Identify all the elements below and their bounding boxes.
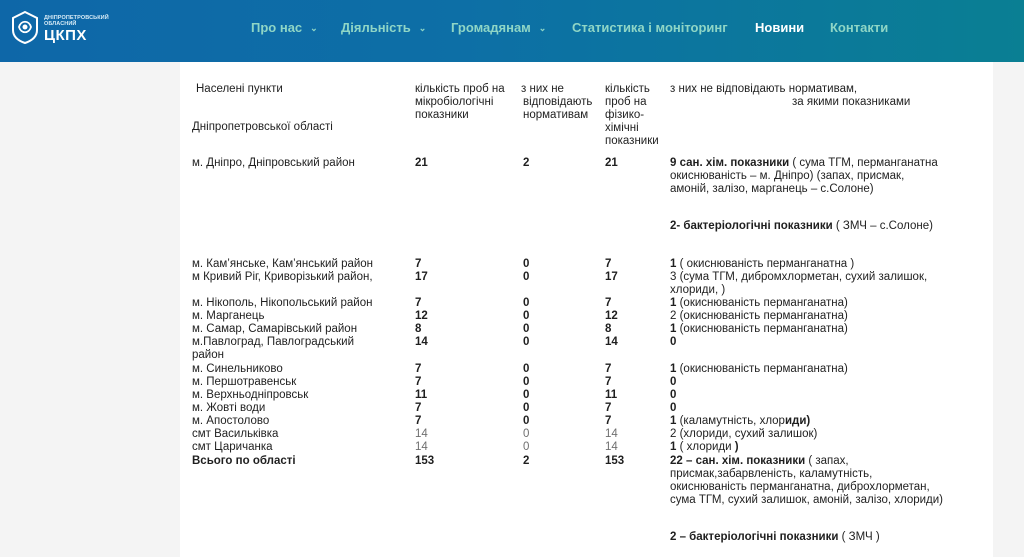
- row-detail-bold: 0: [670, 402, 677, 414]
- row-micro-bad: 0: [523, 441, 530, 453]
- row-detail-bold: 1: [670, 297, 677, 309]
- row-micro-bad: 0: [523, 310, 530, 322]
- row-micro: 11: [415, 389, 428, 401]
- row-micro: 14: [415, 441, 428, 453]
- row-detail-line: амоній, залізо, марганець – с.Солоне): [670, 183, 874, 195]
- nav-item-label: Контакти: [830, 20, 889, 35]
- row-name: смт Васильківка: [192, 428, 279, 440]
- nav-item-label: Громадянам: [451, 20, 531, 35]
- row-detail-bold: иди): [784, 415, 811, 427]
- row-detail-bold: 1: [670, 363, 677, 375]
- row-detail-bold: 1: [670, 441, 677, 453]
- header-chem-line: кількість: [605, 83, 650, 95]
- total-detail: [670, 531, 880, 544]
- row-name: м. Нікополь, Нікопольський район: [192, 297, 373, 309]
- article-content: [180, 62, 993, 557]
- row-name: м. Дніпро, Дніпровський район: [192, 157, 355, 169]
- row-detail: [670, 415, 810, 428]
- total-detail-text: ( ЗМЧ ): [838, 531, 880, 543]
- row-detail-line: окиснюваність – м. Дніпро) (запах, присмак,: [670, 170, 905, 182]
- row-micro: 14: [415, 336, 428, 348]
- total-detail: [670, 455, 849, 468]
- header-micro-bad-line: відповідають: [523, 96, 593, 108]
- row-micro-bad: 0: [523, 376, 530, 388]
- row-detail-text: ( ЗМЧ – с.Солоне): [832, 220, 933, 232]
- nav-item-label: Діяльність: [341, 20, 411, 35]
- row-micro-bad: 0: [523, 323, 530, 335]
- row-detail-text: ( хлориди: [676, 441, 735, 453]
- row-detail-text: (окиснюваність перманганатна): [676, 323, 848, 335]
- row-detail-bold: ): [734, 441, 739, 453]
- row-micro-bad: 0: [523, 389, 530, 401]
- nav-item-label: Новини: [755, 20, 805, 35]
- header-chem-line: показники: [605, 135, 659, 147]
- row-detail-bold: 9 сан. хім. показники: [670, 157, 790, 169]
- row-detail: [670, 258, 854, 271]
- row-micro: 12: [415, 310, 428, 322]
- header-details-line: з них не відповідають нормативам,: [670, 83, 858, 95]
- row-micro: 7: [415, 415, 422, 427]
- chevron-down-icon: ⌄: [538, 23, 547, 33]
- row-micro-bad: 0: [523, 402, 530, 414]
- row-chem: 14: [605, 336, 618, 348]
- logo-subtitle-line: ОБЛАСНИЙ: [44, 21, 77, 27]
- row-detail-bold: 2- бактеріологічні показники: [670, 220, 833, 232]
- row-detail: [670, 220, 933, 233]
- row-micro-bad: 0: [523, 258, 530, 270]
- logo-title: ЦКПХ: [44, 27, 87, 44]
- row-chem: 7: [605, 258, 612, 270]
- nav-item-activity[interactable]: [341, 20, 426, 35]
- header-micro-line: мікробіологічні: [415, 96, 494, 108]
- row-detail-bold: 1: [670, 323, 677, 335]
- row-micro: 17: [415, 271, 428, 283]
- row-name: м. Першотравенськ: [192, 376, 297, 388]
- row-detail-bold: 1: [670, 415, 677, 427]
- row-name: м. Синельниково: [192, 363, 283, 375]
- row-detail: [670, 157, 938, 170]
- row-name: м. Жовті води: [192, 402, 266, 414]
- header-micro-bad-line: з них не: [521, 83, 564, 95]
- header-region: Дніпропетровської області: [192, 121, 333, 133]
- row-chem: 7: [605, 363, 612, 375]
- row-micro: 21: [415, 157, 428, 169]
- nav-item-about[interactable]: [251, 20, 318, 35]
- row-micro-bad: 0: [523, 271, 530, 283]
- row-chem: 7: [605, 376, 612, 388]
- row-name: м. Самар, Самарівський район: [192, 323, 358, 335]
- site-header: [0, 0, 1024, 62]
- row-detail-line: хлориди, ): [670, 284, 726, 296]
- row-chem: 21: [605, 157, 618, 169]
- chevron-down-icon: ⌄: [418, 23, 427, 33]
- row-chem: 14: [605, 428, 618, 440]
- row-chem: 12: [605, 310, 618, 322]
- row-chem: 7: [605, 297, 612, 309]
- chevron-down-icon: ⌄: [310, 23, 318, 33]
- row-name-line: район: [192, 349, 224, 361]
- row-detail: 2 (хлориди, сухий залишок): [670, 428, 818, 440]
- row-micro: 7: [415, 297, 422, 309]
- row-detail: [670, 363, 848, 376]
- row-name: м. Кам’янське, Кам’янський район: [192, 258, 374, 270]
- header-chem-line: фізико-: [605, 109, 645, 121]
- nav-item-contacts[interactable]: [830, 20, 888, 35]
- row-micro: 7: [415, 363, 422, 375]
- row-micro-bad: 0: [523, 428, 530, 440]
- row-detail-bold: 0: [670, 376, 677, 388]
- nav-item-news[interactable]: [755, 20, 804, 35]
- header-micro-line: кількість проб на: [415, 83, 505, 95]
- row-micro-bad: 0: [523, 336, 530, 348]
- header-chem-line: хімічні: [605, 122, 639, 134]
- row-chem: 11: [605, 389, 618, 401]
- row-micro: 7: [415, 258, 422, 270]
- header-micro-line: показники: [415, 109, 469, 121]
- row-micro-bad: 0: [523, 363, 530, 375]
- total-micro: 153: [415, 455, 435, 467]
- nav-item-citizens[interactable]: [451, 20, 546, 35]
- row-detail: 2 (окиснюваність перманганатна): [670, 310, 848, 322]
- main-nav: [0, 0, 1024, 62]
- row-micro-bad: 0: [523, 297, 530, 309]
- total-detail-text: ( запах,: [805, 455, 849, 467]
- header-details-line: за якими показниками: [792, 96, 911, 108]
- total-detail-bold: 2 – бактеріологічні показники: [670, 531, 839, 543]
- row-chem: 7: [605, 402, 612, 414]
- row-detail-text: ( окиснюваність перманганатна ): [676, 258, 855, 270]
- header-settlements: Населені пункти: [196, 83, 283, 95]
- row-detail-bold: 1: [670, 258, 677, 270]
- row-chem: 7: [605, 415, 612, 427]
- row-name: м. Верхньодніпровськ: [192, 389, 309, 401]
- total-micro-bad: 2: [523, 455, 530, 467]
- total-chem: 153: [605, 455, 625, 467]
- row-name: смт Царичанка: [192, 441, 273, 453]
- row-detail-text: (окиснюваність перманганатна): [676, 363, 848, 375]
- nav-item-label: Статистика і моніторинг: [572, 20, 728, 35]
- nav-item-label: Про нас: [251, 20, 303, 35]
- row-detail-bold: 0: [670, 389, 677, 401]
- row-detail: [670, 323, 848, 336]
- row-name: м. Апостолово: [192, 415, 270, 427]
- row-detail: 3 (сума ТГМ, дибромхлорметан, сухий залишок,: [670, 271, 928, 283]
- row-detail: [670, 441, 739, 454]
- row-detail-text: (окиснюваність перманганатна): [676, 297, 848, 309]
- row-name: м.Павлоград, Павлоградський: [192, 336, 354, 348]
- header-chem-line: проб на: [605, 96, 647, 108]
- logo-subtitle-line: ДНІПРОПЕТРОВСЬКИЙ: [44, 15, 109, 21]
- total-detail-line: присмак,забарвленість, каламутність,: [670, 468, 873, 480]
- row-micro: 14: [415, 428, 428, 440]
- total-detail-line: окиснюваність перманганатна, диброхлорметан,: [670, 481, 930, 493]
- total-detail-line: сума ТГМ, сухий залишок, амоній, залізо, хлориди): [670, 494, 944, 506]
- row-micro: 7: [415, 376, 422, 388]
- row-micro: 7: [415, 402, 422, 414]
- row-name: м Кривий Ріг, Криворізький район,: [192, 271, 373, 283]
- header-micro-bad-line: нормативам: [523, 109, 589, 121]
- row-micro-bad: 2: [523, 157, 530, 169]
- row-chem: 14: [605, 441, 618, 453]
- row-micro-bad: 0: [523, 415, 530, 427]
- row-chem: 8: [605, 323, 612, 335]
- row-detail: [670, 297, 848, 310]
- row-micro: 8: [415, 323, 422, 335]
- row-detail-text: ( сума ТГМ, перманганатна: [789, 157, 938, 169]
- total-name: Всього по області: [192, 455, 296, 467]
- row-detail-bold: 0: [670, 336, 677, 348]
- row-name: м. Марганець: [192, 310, 265, 322]
- row-detail-text: (каламутність, хлор: [676, 415, 785, 427]
- total-detail-bold: 22 – сан. хім. показники: [670, 455, 806, 467]
- row-chem: 17: [605, 271, 618, 283]
- nav-item-statistics[interactable]: [572, 20, 728, 35]
